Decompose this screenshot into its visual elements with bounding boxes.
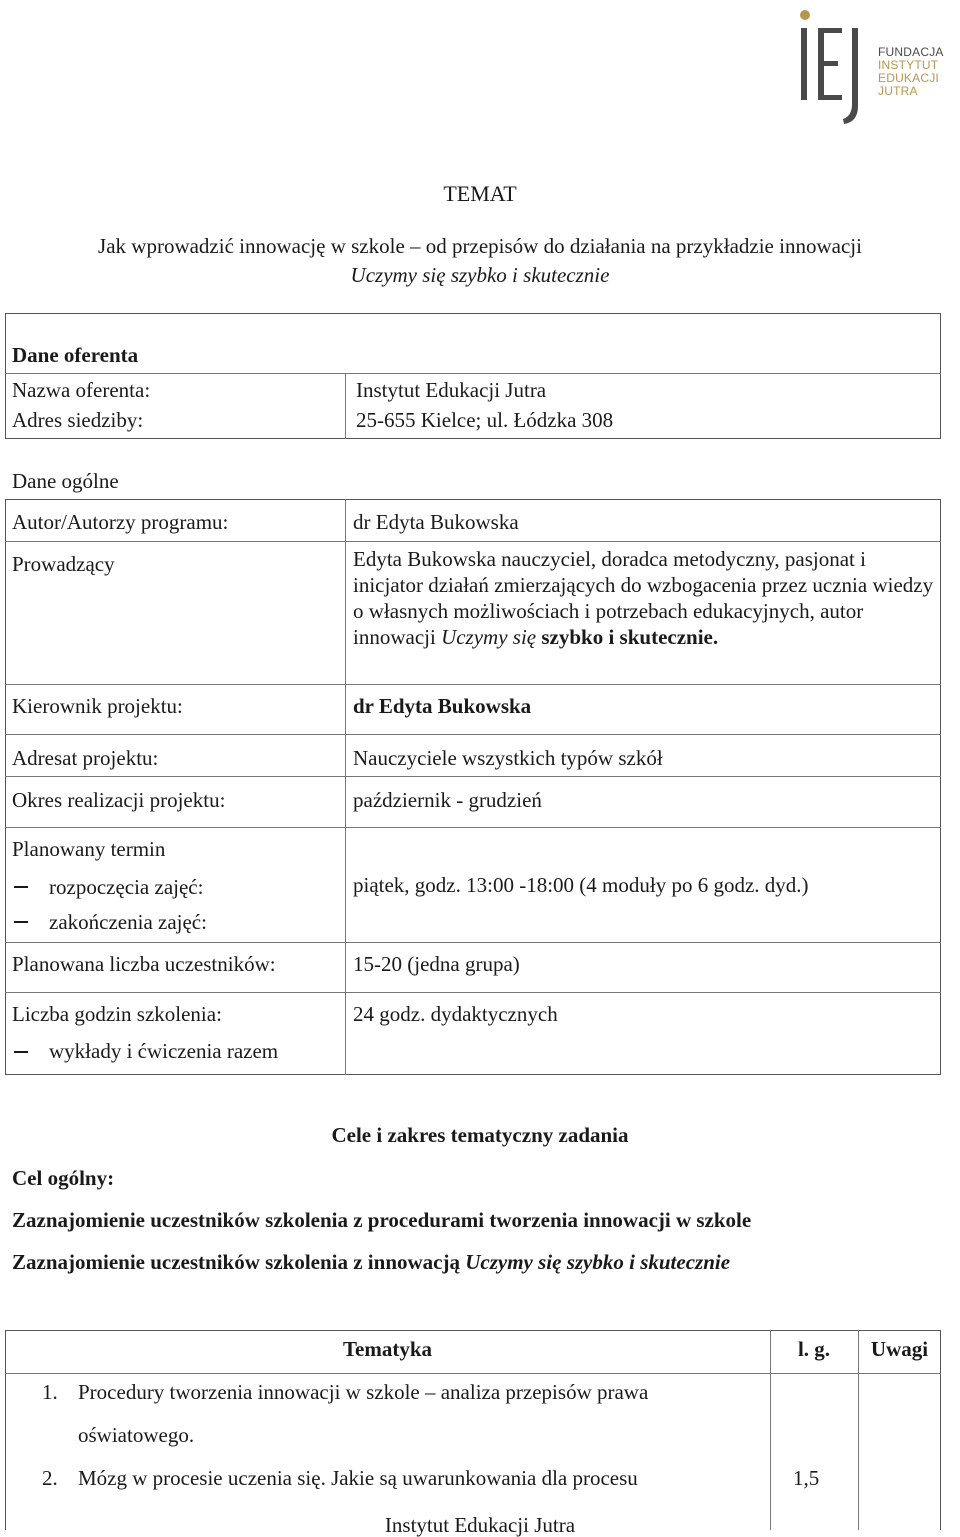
- participants-value: 15-20 (jedna grupa): [353, 952, 520, 976]
- logo-line-3: EDUKACJI: [878, 71, 939, 85]
- general-goal-label: Cel ogólny:: [12, 1166, 115, 1190]
- authors-label: Autor/Autorzy programu:: [12, 510, 229, 534]
- logo-line-2: INSTYTUT: [878, 58, 939, 72]
- foundation-logo: [796, 6, 946, 126]
- period-label: Okres realizacji projektu:: [12, 788, 226, 812]
- goal-2-innovation: Uczymy się szybko i skutecznie: [465, 1250, 731, 1274]
- general-heading: Dane ogólne: [12, 469, 119, 493]
- addressee-label: Adresat projektu:: [12, 746, 159, 770]
- hours-label: Liczba godzin szkolenia:: [12, 1002, 222, 1026]
- hours-sub-label: wykłady i ćwiczenia razem: [49, 1039, 279, 1063]
- lead-label: Prowadzący: [12, 552, 115, 576]
- topic-label: TEMAT: [443, 181, 517, 206]
- addressee-value: Nauczyciele wszystkich typów szkół: [353, 746, 663, 770]
- manager-value: dr Edyta Bukowska: [353, 694, 532, 718]
- participants-label: Planowana liczba uczestników:: [12, 952, 276, 976]
- topics-header-notes: Uwagi: [870, 1337, 929, 1361]
- goals-heading: Cele i zakres tematyczny zadania: [331, 1123, 629, 1147]
- lead-description-innovation-end: szybko i skutecznie.: [541, 625, 719, 649]
- term-end-label: zakończenia zajęć:: [49, 910, 207, 934]
- goal-2-text: Zaznajomienie uczestników szkolenia z innowacją: [12, 1250, 466, 1274]
- term-label: Planowany termin: [12, 837, 166, 861]
- lead-description-text: Edyta Bukowska nauczyciel, doradca metodyczny, pasjonat i inicjator działań zmierzających do wzbogacenia przez ucznia wiedzy o własnych możliwościach i potrzebach edukacyjnych, autor innowacji: [353, 547, 934, 649]
- authors-value: dr Edyta Bukowska: [353, 510, 519, 534]
- row-hours: 1,5: [793, 1466, 820, 1490]
- manager-label: Kierownik projektu:: [12, 694, 183, 718]
- dash-icon: [14, 921, 28, 923]
- logo-line-1: FUNDACJA: [878, 45, 944, 59]
- offerer-address-label: Adres siedziby:: [12, 408, 144, 432]
- lead-description-innovation: Uczymy się: [441, 625, 537, 649]
- term-start-label: rozpoczęcia zajęć:: [49, 875, 204, 899]
- term-value: piątek, godz. 13:00 -18:00 (4 moduły po 6 godz. dyd.): [353, 873, 809, 897]
- dash-icon: [14, 1051, 28, 1053]
- period-value: październik - grudzień: [353, 788, 542, 812]
- iej-logo-icon: [796, 6, 872, 126]
- goal-1: Zaznajomienie uczestników szkolenia z procedurami tworzenia innowacji w szkole: [12, 1208, 752, 1232]
- row-topic-line1: Mózg w procesie uczenia się. Jakie są uwarunkowania dla procesu: [78, 1466, 638, 1490]
- logo-wordmark: [878, 46, 944, 98]
- topics-header-hours: l. g.: [797, 1337, 831, 1361]
- goal-2: [12, 1249, 730, 1275]
- row-number: 1.: [42, 1380, 58, 1404]
- row-topic-line1: Procedury tworzenia innowacji w szkole – analiza przepisów prawa: [78, 1380, 649, 1404]
- offerer-name-value: Instytut Edukacji Jutra: [356, 378, 547, 402]
- offerer-heading: Dane oferenta: [12, 343, 139, 367]
- row-topic-line2: oświatowego.: [78, 1423, 195, 1447]
- offerer-address-value: 25-655 Kielce; ul. Łódzka 308: [356, 408, 614, 432]
- row-number: 2.: [42, 1466, 58, 1490]
- topics-header-subject: Tematyka: [342, 1337, 433, 1361]
- lead-description: [353, 546, 938, 650]
- page-footer: Instytut Edukacji Jutra: [384, 1513, 576, 1537]
- logo-line-4: JUTRA: [878, 84, 918, 98]
- topic-title: Jak wprowadzić innowację w szkole – od przepisów do działania na przykładzie innowacji: [98, 234, 862, 258]
- topic-innovation-name: Uczymy się szybko i skutecznie: [350, 263, 610, 287]
- offerer-name-label: Nazwa oferenta:: [12, 378, 151, 402]
- hours-value: 24 godz. dydaktycznych: [353, 1002, 558, 1026]
- dash-icon: [14, 886, 28, 888]
